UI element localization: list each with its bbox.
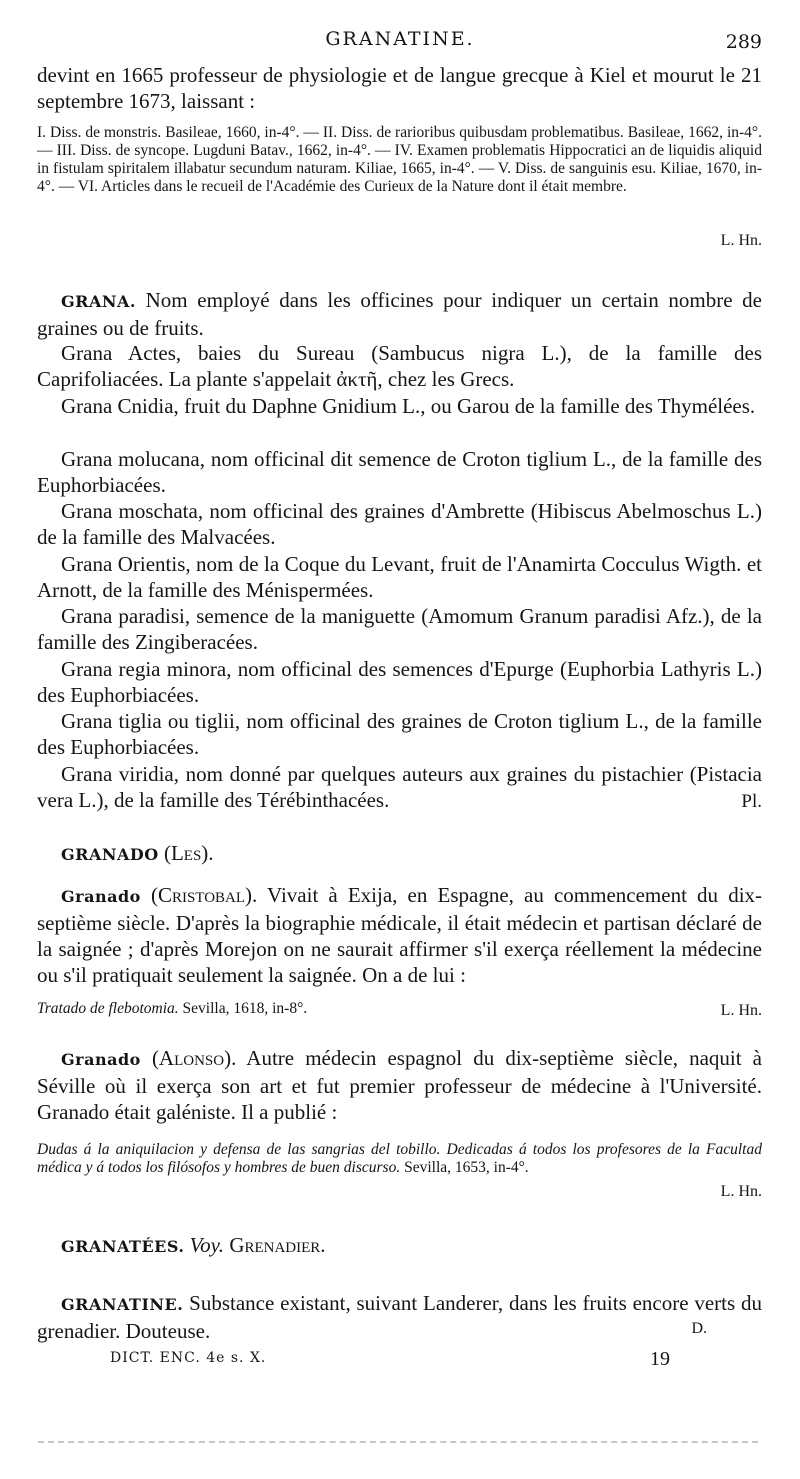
granatine-signature: D. xyxy=(691,1320,707,1337)
intro-bibliography: I. Diss. de monstris. Basileae, 1660, in-4°. — II. Diss. de rarioribus quibusdam problematibus. Basileae, 1662, in-4°. — III. Diss. de syncope. Lugduni Batav., 1662, in-4°. — IV. Examen problematis Hippocratici an de liquidis aliquid in fistulam spiritalem illabatur secundum naturam. Kiliae, 1665, in-4°. — V. Diss. de sanguinis esu. Kiliae, 1670, in-4°. — VI. Articles dans le recueil de l'Académie des Curieux de la Nature dont il était membre. xyxy=(37,124,762,195)
granado-cristobal-work-rest: Sevilla, 1618, in-8°. xyxy=(182,1000,308,1017)
grana-article-head xyxy=(37,287,762,341)
granado-cristobal-article xyxy=(37,882,762,988)
grana-entry: Grana Orientis, nom de la Coque du Levant, fruit de l'Anamirta Cocculus Wigth. et Arnott, de la famille des Ménispermées. xyxy=(37,552,762,602)
granado-cristobal-headword: Granado xyxy=(61,887,141,906)
granado-alonso-work xyxy=(37,1141,762,1177)
granado-les-qualifier: (Les). xyxy=(163,841,214,865)
granado-les-headword: GRANADO xyxy=(61,845,159,864)
granado-cristobal-signature: L. Hn. xyxy=(720,1002,762,1019)
granatine-text: Substance existant, suivant Landerer, dans les fruits encore verts du grenadier. Douteuse. xyxy=(37,1291,762,1343)
granado-cristobal-text: Vivait à Exija, en Espagne, au commencement du dix-septième siècle. D'après la biographie médicale, il était médecin et partisan déclaré de la saignée ; d'après Morejon on ne saurait affirmer s'il exerça réellement la médecine ou s'il pratiquait seulement la saignée. On a de lui : xyxy=(37,883,763,987)
granatees-article xyxy=(37,1232,762,1260)
grana-definition: Nom employé dans les officines pour indiquer un certain nombre de graines ou de fruits. xyxy=(37,288,762,340)
granado-alonso-signature: L. Hn. xyxy=(720,1183,762,1200)
granado-cristobal-name: (Cristobal). xyxy=(150,883,258,907)
granatees-reference: Grenadier. xyxy=(229,1233,326,1257)
granatine-headword: GRANATINE. xyxy=(61,1295,184,1314)
granatees-headword: GRANATÉES. xyxy=(61,1237,185,1256)
granado-les-heading xyxy=(37,840,762,868)
grana-entry: Grana Cnidia, fruit du Daphne Gnidium L., ou Garou de la famille des Thymélées. xyxy=(61,394,756,418)
grana-entry: Grana molucana, nom officinal dit semence de Croton tiglium L., de la famille des Euphorbiacées. xyxy=(37,447,762,497)
grana-entry: Grana paradisi, semence de la maniguette (Amomum Granum paradisi Afz.), de la famille des Zingiberacées. xyxy=(37,604,762,654)
grana-headword: GRANA. xyxy=(61,292,136,311)
granado-alonso-headword: Granado xyxy=(61,1050,141,1069)
granado-alonso-text: Autre médecin espagnol du dix-septième siècle, naquit à Séville où il exerça son art et fut premier professeur de médecine à l'Université. Granado était galéniste. Il a publié : xyxy=(37,1046,762,1124)
intro-paragraph: devint en 1665 professeur de physiologie et de langue grecque à Kiel et mourut le 21 septembre 1673, laissant : xyxy=(37,63,762,113)
bottom-rule xyxy=(38,1441,758,1443)
grana-entry: Grana viridia, nom donné par quelques auteurs aux graines du pistachier (Pistacia vera L.), de la famille des Térébinthacées. xyxy=(37,762,762,812)
granado-cristobal-work-title: Tratado de flebotomia. xyxy=(37,1000,179,1017)
granado-alonso-work-title: Dudas á la aniquilacion y defensa de las sangrias del tobillo. Dedicadas á todos los profesores de la Facultad médica y á todos los filósofos y hombres de buen discurso. xyxy=(37,1141,762,1176)
grana-signature: Pl. xyxy=(741,791,762,812)
printer-signature: DICT. ENC. 4e s. X. xyxy=(110,1350,267,1366)
grana-entry: Grana moschata, nom officinal des graines d'Ambrette (Hibiscus Abelmoschus L.) de la famille des Malvacées. xyxy=(37,499,762,549)
intro-signature: L. Hn. xyxy=(720,232,762,249)
granado-alonso-work-rest: Sevilla, 1653, in-4°. xyxy=(404,1159,529,1176)
page-number: 289 xyxy=(725,31,762,53)
granatees-voy: Voy. xyxy=(189,1233,225,1257)
grana-entry: Grana tiglia ou tiglii, nom officinal des graines de Croton tiglium L., de la famille des Euphorbiacées. xyxy=(37,709,762,759)
signature-number: 19 xyxy=(650,1348,670,1370)
granado-alonso-name: (Alonso). xyxy=(151,1046,237,1070)
grana-entry: Grana regia minora, nom officinal des semences d'Epurge (Euphorbia Lathyris L.) des Euphorbiacées. xyxy=(37,657,762,707)
grana-entry: Grana Actes, baies du Sureau (Sambucus nigra L.), de la famille des Caprifoliacées. La plante s'appelait ἀκτῆ, chez les Grecs. xyxy=(37,341,762,391)
running-title: GRANATINE. xyxy=(325,28,475,50)
granado-alonso-article xyxy=(37,1045,762,1125)
